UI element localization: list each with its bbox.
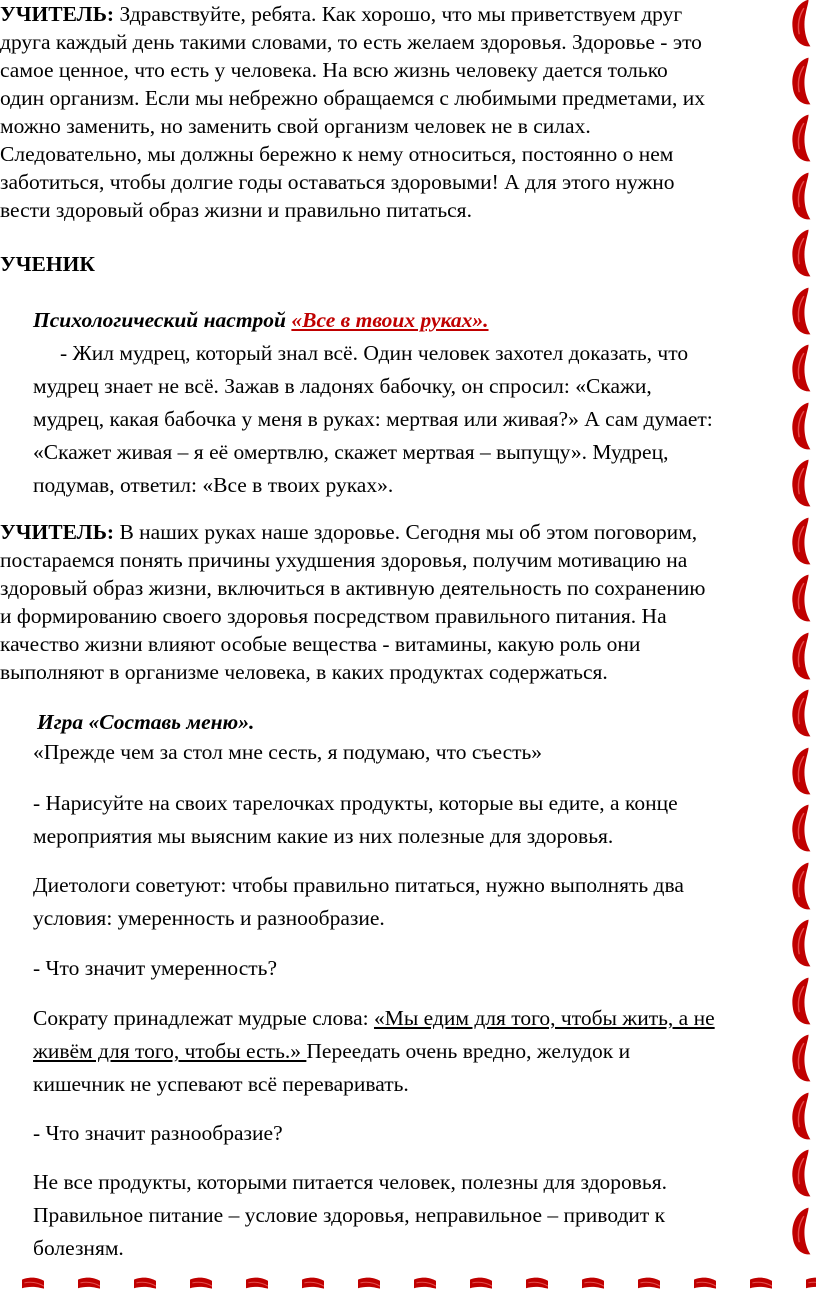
red-petal-icon [302, 1265, 324, 1305]
socrates-quote: живём для того, чтобы есть.» [33, 1039, 307, 1063]
red-petal-icon [788, 571, 816, 625]
red-petal-icon [358, 1265, 380, 1305]
red-petal-icon [638, 1265, 660, 1305]
red-petal-icon [788, 54, 816, 108]
red-petal-icon [788, 744, 816, 798]
socrates-paragraph: Сократу принадлежат мудрые слова: «Мы едим для того, чтобы жить, а не живём для того, чтобы есть.» Переедать очень вредно, желудок и кишечник не успевают всё переваривать. [33, 1006, 715, 1096]
mood-section: Психологический настрой «Все в твоих руках». - Жил мудрец, который знал всё. Один человек захотел доказать, что мудрец знает не всё. Зажав в ладонях бабочку, он спросил: «Скажи, мудрец, какая бабочка у меня в руках: мертвая или живая?» А сам думает: «Скажет живая – я её омертвлю, скажет мертвая – выпущу». Мудрец, подумав, ответил: «Все в твоих руках». [0, 304, 713, 502]
game-section [0, 708, 542, 769]
red-petal-icon [582, 1265, 604, 1305]
red-petal-icon [788, 341, 816, 395]
decorative-border-right [780, 0, 816, 1283]
red-petal-icon [788, 1146, 816, 1200]
red-petal-icon [788, 801, 816, 855]
speaker-label: УЧИТЕЛЬ: [0, 520, 115, 544]
red-petal-icon [190, 1265, 212, 1305]
red-petal-icon [788, 399, 816, 453]
red-petal-icon [788, 284, 816, 338]
red-petal-icon [78, 1265, 100, 1305]
red-petal-icon [788, 456, 816, 510]
game-quote: «Прежде чем за стол мне сесть, я подумаю, что съесть» [33, 740, 543, 764]
red-petal-icon [246, 1265, 268, 1305]
socrates-quote: «Мы едим для того, чтобы жить, а не [373, 1006, 715, 1030]
red-petal-icon [526, 1265, 548, 1305]
teacher-health-paragraph: УЧИТЕЛЬ: В наших руках наше здоровье. Сегодня мы об этом поговорим, постараемся понять причины ухудшения здоровья, получим мотивацию на здоровый образ жизни, включиться в активную деятельность по сохранению и формированию своего здоровья посредством правильного питания. На качество жизни влияют особые вещества - витамины, какую роль они выполняют в организме человека, в каких продуктах содержаться. [0, 520, 706, 684]
question-variety: - Что значит разнообразие? [33, 1121, 283, 1145]
red-petal-icon [788, 111, 816, 165]
red-petal-icon [788, 1089, 816, 1143]
red-petal-icon [788, 686, 816, 740]
dietitians-paragraph: Диетологи советуют: чтобы правильно питаться, нужно выполнять два условия: умеренность и разнообразие. [33, 873, 684, 930]
red-petal-icon [806, 1265, 816, 1305]
decorative-border-bottom [0, 1261, 816, 1283]
teacher-intro-paragraph: УЧИТЕЛЬ: Здравствуйте, ребята. Как хорошо, что мы приветствуем друг друга каждый день такими словами, то есть желаем здоровья. Здоровье - это самое ценное, что есть у человека. На всю жизнь человеку дается только один организм. Если мы небрежно обращаемся с любимыми предметами, их можно заменить, но заменить свой организм человек не в силах. Следовательно, мы должны бережно к нему относиться, постоянно о нем заботиться, чтобы долгие годы оставаться здоровыми! А для этого нужно вести здоровый образ жизни и правильно питаться. [0, 2, 705, 222]
red-petal-icon [414, 1265, 436, 1305]
red-petal-icon [22, 1265, 44, 1305]
red-petal-icon [788, 169, 816, 223]
red-petal-icon [788, 514, 816, 568]
red-petal-icon [470, 1265, 492, 1305]
speaker-label: УЧИТЕЛЬ: [0, 2, 115, 26]
red-petal-icon [788, 1204, 816, 1258]
mood-title: Психологический настрой «Все в твоих руках». [33, 308, 489, 332]
student-heading: УЧЕНИК [0, 252, 95, 276]
final-paragraph: Не все продукты, которыми питается человек, полезны для здоровья. Правильное питание – условие здоровья, неправильное – приводит к болезням. [33, 1170, 667, 1260]
red-petal-icon [750, 1265, 772, 1305]
red-petal-icon [788, 974, 816, 1028]
mood-title-quote: «Все в твоих руках». [291, 308, 489, 332]
game-title: Игра «Составь меню». [37, 710, 255, 734]
question-moderation: - Что значит умеренность? [33, 956, 278, 980]
red-petal-icon [788, 916, 816, 970]
draw-instruction: - Нарисуйте на своих тарелочках продукты, которые вы едите, а конце мероприятия мы выясним какие из них полезные для здоровья. [33, 791, 678, 848]
red-petal-icon [788, 629, 816, 683]
red-petal-icon [694, 1265, 716, 1305]
red-petal-icon [788, 1031, 816, 1085]
red-petal-icon [788, 859, 816, 913]
red-petal-icon [788, 226, 816, 280]
red-petal-icon [134, 1265, 156, 1305]
red-petal-icon [788, 0, 816, 50]
